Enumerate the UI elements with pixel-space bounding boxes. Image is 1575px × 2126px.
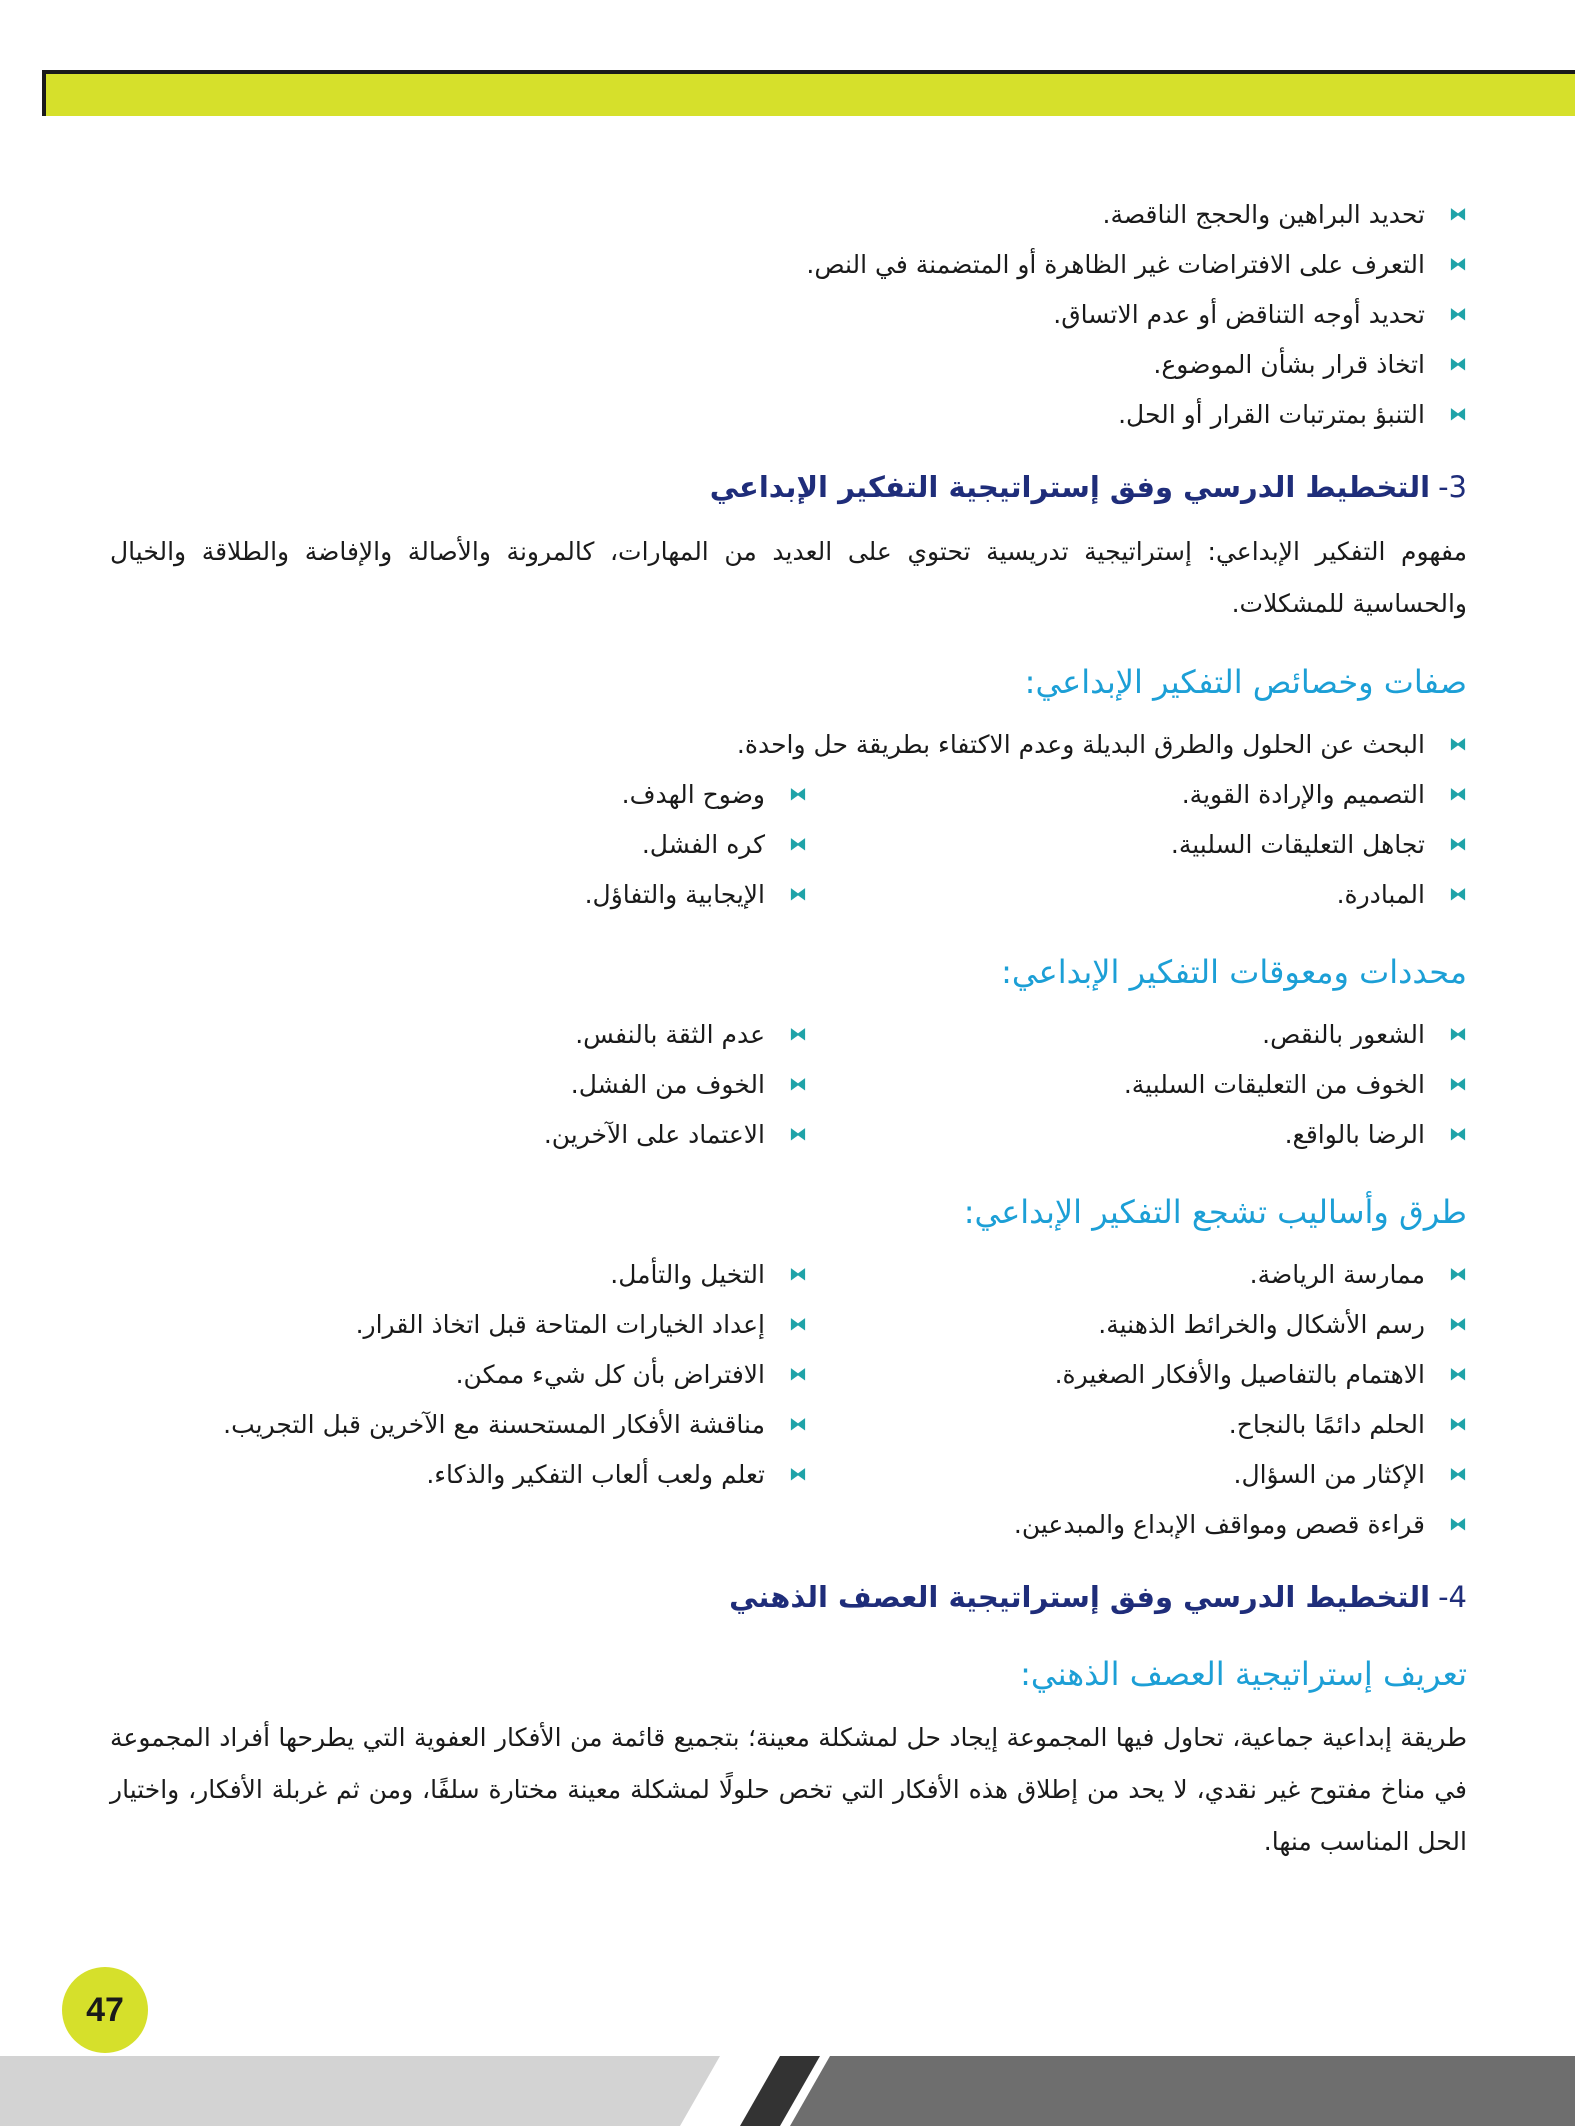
bowtie-bullet-icon: ⧓ <box>1449 1364 1467 1385</box>
bowtie-bullet-icon: ⧓ <box>1449 1124 1467 1145</box>
list-item: ⧓ تجاهل التعليقات السلبية. <box>807 820 1467 870</box>
list-item: ⧓ التصميم والإرادة القوية. <box>807 770 1467 820</box>
list-item: ⧓ التعرف على الافتراضات غير الظاهرة أو المتضمنة في النص. <box>110 240 1467 290</box>
methods-heading: طرق وأساليب تشجع التفكير الإبداعي: <box>963 1193 1467 1231</box>
footer-stripes <box>0 2056 1575 2126</box>
bowtie-bullet-icon: ⧓ <box>1449 734 1467 755</box>
methods-column-2 <box>167 1250 807 1550</box>
bowtie-bullet-icon: ⧓ <box>789 1364 807 1385</box>
bowtie-bullet-icon: ⧓ <box>1449 304 1467 325</box>
bowtie-bullet-icon: ⧓ <box>789 784 807 805</box>
bowtie-bullet-icon: ⧓ <box>789 884 807 905</box>
bowtie-bullet-icon: ⧓ <box>1449 1074 1467 1095</box>
page-content <box>110 190 1467 1868</box>
brainstorm-definition: طريقة إبداعية جماعية، تحاول فيها المجموعة إيجاد حل لمشكلة معينة؛ بتجميع قائمة من الأفكار العفوية التي يطرحها أفراد المجموعة في مناخ مفتوح غير نقدي، لا يحد من إطلاق هذه الأفكار التي تخص حلولًا لمشكلة معينة مختارة سلفًا، ومن ثم غربلة الأفكار، واختيار الحل المناسب منها. <box>110 1723 1467 1856</box>
list-item: ⧓ المبادرة. <box>807 870 1467 920</box>
bowtie-bullet-icon: ⧓ <box>1449 1464 1467 1485</box>
bowtie-bullet-icon: ⧓ <box>1449 1514 1467 1535</box>
traits-column-1 <box>807 770 1467 920</box>
list-item: ⧓ الافتراض بأن كل شيء ممكن. <box>167 1350 807 1400</box>
list-item: ⧓ الإيجابية والتفاؤل. <box>167 870 807 920</box>
list-item: ⧓ عدم الثقة بالنفس. <box>167 1010 807 1060</box>
bowtie-bullet-icon: ⧓ <box>789 1024 807 1045</box>
methods-column-1 <box>807 1250 1467 1550</box>
bowtie-bullet-icon: ⧓ <box>789 1464 807 1485</box>
obstacles-heading: محددات ومعوقات التفكير الإبداعي: <box>1001 953 1467 991</box>
list-item: ⧓ كره الفشل. <box>167 820 807 870</box>
bowtie-bullet-icon: ⧓ <box>1449 204 1467 225</box>
bowtie-bullet-icon: ⧓ <box>1449 1314 1467 1335</box>
list-item: ⧓ الحلم دائمًا بالنجاح. <box>807 1400 1467 1450</box>
list-item: ⧓ مناقشة الأفكار المستحسنة مع الآخرين قبل التجريب. <box>167 1400 807 1450</box>
list-item: ⧓ التخيل والتأمل. <box>167 1250 807 1300</box>
bowtie-bullet-icon: ⧓ <box>1449 884 1467 905</box>
top-accent-bar <box>42 70 1575 116</box>
bowtie-bullet-icon: ⧓ <box>789 1124 807 1145</box>
bowtie-bullet-icon: ⧓ <box>789 1264 807 1285</box>
bowtie-bullet-icon: ⧓ <box>789 1414 807 1435</box>
section-title: التخطيط الدرسي وفق إستراتيجية التفكير الإبداعي <box>709 470 1431 504</box>
bowtie-bullet-icon: ⧓ <box>789 834 807 855</box>
page-number: 47 <box>62 1967 148 2053</box>
obstacles-column-2 <box>167 1010 807 1160</box>
section-number: 3- <box>1438 470 1467 504</box>
list-item: ⧓ الشعور بالنقص. <box>807 1010 1467 1060</box>
list-item: ⧓ الاهتمام بالتفاصيل والأفكار الصغيرة. <box>807 1350 1467 1400</box>
creative-thinking-definition: مفهوم التفكير الإبداعي: إستراتيجية تدريسية تحتوي على العديد من المهارات، كالمرونة والأصالة والإفاضة والطلاقة والخيال والحساسية للمشكلات. <box>110 537 1467 618</box>
section-title: التخطيط الدرسي وفق إستراتيجية العصف الذهني <box>729 1580 1431 1614</box>
list-item: ⧓ الخوف من التعليقات السلبية. <box>807 1060 1467 1110</box>
bowtie-bullet-icon: ⧓ <box>1449 1024 1467 1045</box>
bowtie-bullet-icon: ⧓ <box>1449 834 1467 855</box>
traits-full-list <box>110 720 1467 770</box>
traits-columns <box>110 770 1467 920</box>
critical-thinking-list <box>110 190 1467 440</box>
bowtie-bullet-icon: ⧓ <box>1449 1264 1467 1285</box>
list-item: ⧓ التنبؤ بمترتبات القرار أو الحل. <box>110 390 1467 440</box>
bowtie-bullet-icon: ⧓ <box>789 1314 807 1335</box>
section-3-heading <box>110 462 1467 512</box>
bowtie-bullet-icon: ⧓ <box>1449 784 1467 805</box>
brainstorm-definition-heading: تعريف إستراتيجية العصف الذهني: <box>1020 1655 1467 1693</box>
list-item: ⧓ تحديد أوجه التناقض أو عدم الاتساق. <box>110 290 1467 340</box>
methods-columns <box>110 1250 1467 1550</box>
bowtie-bullet-icon: ⧓ <box>789 1074 807 1095</box>
list-item: ⧓ وضوح الهدف. <box>167 770 807 820</box>
list-item: ⧓ الاعتماد على الآخرين. <box>167 1110 807 1160</box>
section-number: 4- <box>1438 1580 1467 1614</box>
list-item: ⧓ تعلم ولعب ألعاب التفكير والذكاء. <box>167 1450 807 1500</box>
bowtie-bullet-icon: ⧓ <box>1449 354 1467 375</box>
list-item: ⧓ البحث عن الحلول والطرق البديلة وعدم الاكتفاء بطريقة حل واحدة. <box>110 720 1467 770</box>
traits-column-2 <box>167 770 807 920</box>
bowtie-bullet-icon: ⧓ <box>1449 404 1467 425</box>
list-item: ⧓ تحديد البراهين والحجج الناقصة. <box>110 190 1467 240</box>
list-item: ⧓ اتخاذ قرار بشأن الموضوع. <box>110 340 1467 390</box>
bowtie-bullet-icon: ⧓ <box>1449 254 1467 275</box>
footer-light-stripe <box>0 2056 720 2126</box>
footer-mid-stripe <box>790 2056 1575 2126</box>
section-4-heading <box>110 1572 1467 1622</box>
list-item: ⧓ رسم الأشكال والخرائط الذهنية. <box>807 1300 1467 1350</box>
list-item: ⧓ الرضا بالواقع. <box>807 1110 1467 1160</box>
obstacles-column-1 <box>807 1010 1467 1160</box>
bowtie-bullet-icon: ⧓ <box>1449 1414 1467 1435</box>
traits-heading: صفات وخصائص التفكير الإبداعي: <box>1024 663 1467 701</box>
list-item: ⧓ ممارسة الرياضة. <box>807 1250 1467 1300</box>
obstacles-columns <box>110 1010 1467 1160</box>
list-item: ⧓ الخوف من الفشل. <box>167 1060 807 1110</box>
list-item: ⧓ قراءة قصص ومواقف الإبداع والمبدعين. <box>807 1500 1467 1550</box>
list-item: ⧓ إعداد الخيارات المتاحة قبل اتخاذ القرار. <box>167 1300 807 1350</box>
list-item: ⧓ الإكثار من السؤال. <box>807 1450 1467 1500</box>
